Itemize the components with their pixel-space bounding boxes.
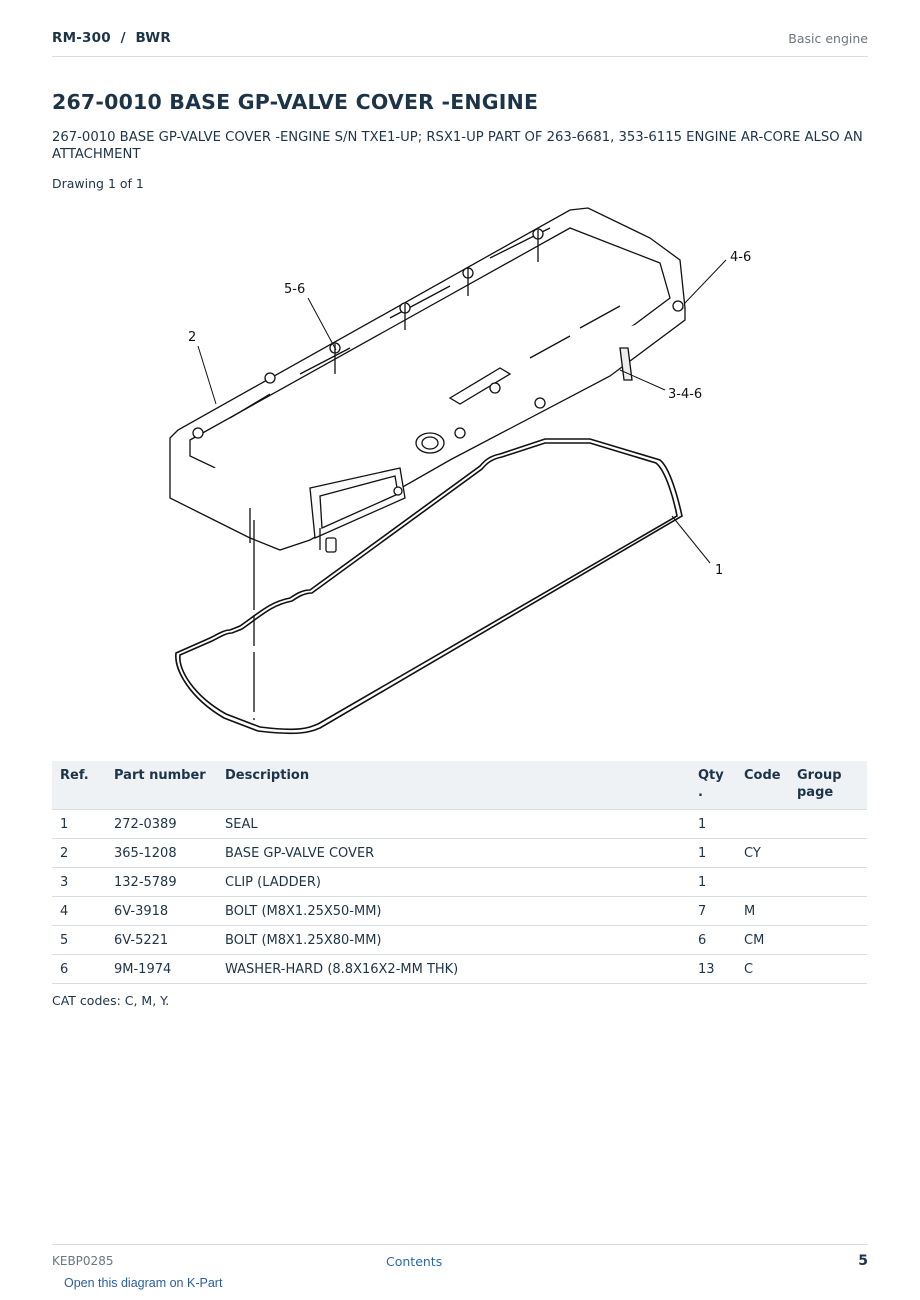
col-description: Description [217,761,690,810]
contents-link[interactable]: Contents [386,1254,443,1269]
row-part-number: 6V-5221 [106,926,217,955]
valve-cover-part [170,208,685,552]
row-qty: 1 [690,839,736,868]
row-group-page [789,955,867,984]
row-code [736,810,789,839]
table-row [52,810,867,839]
row-part-number: 9M-1974 [106,955,217,984]
row-part-number: 365-1208 [106,839,217,868]
row-ref: 5 [52,926,106,955]
row-code: CY [736,839,789,868]
document-id: KEBP0285 [52,1254,114,1268]
diagram-drawing [150,198,770,743]
page-header [52,28,868,57]
row-qty: 1 [690,810,736,839]
col-ref: Ref. [52,761,106,810]
row-qty: 13 [690,955,736,984]
row-ref: 6 [52,955,106,984]
row-part-number: 272-0389 [106,810,217,839]
row-ref: 3 [52,868,106,897]
page-number: 5 [858,1253,868,1269]
row-ref: 4 [52,897,106,926]
row-qty: 7 [690,897,736,926]
table-row [52,868,867,897]
row-part-number: 6V-3918 [106,897,217,926]
row-part-number: 132-5789 [106,868,217,897]
page-title: 267-0010 BASE GP-VALVE COVER -ENGINE [52,90,539,114]
row-code: C [736,955,789,984]
callout-1: 1 [715,563,724,578]
table-row [52,897,867,926]
model-label: RM-300 / BWR [52,30,171,46]
open-kpart-link[interactable]: Open this diagram on K-Part [64,1276,223,1290]
row-qty: 1 [690,868,736,897]
callout-5-6: 5-6 [284,282,306,297]
row-description: CLIP (LADDER) [217,868,690,897]
col-code: Code [736,761,789,810]
row-description: BOLT (M8X1.25X80-MM) [217,926,690,955]
table-row [52,839,867,868]
callout-2: 2 [188,330,197,345]
table-row [52,955,867,984]
parts-table [52,761,867,984]
section-label: Basic engine [788,31,868,46]
row-description: BOLT (M8X1.25X50-MM) [217,897,690,926]
row-code [736,868,789,897]
row-ref: 1 [52,810,106,839]
row-group-page [789,868,867,897]
row-code: M [736,897,789,926]
drawing-count: Drawing 1 of 1 [52,176,144,191]
page-subtitle: 267-0010 BASE GP-VALVE COVER -ENGINE S/N TXE1-UP; RSX1-UP PART OF 263-6681, 353-6115 ENGINE AR-CORE ALSO AN ATTACHMENT [52,130,863,162]
page-footer [52,1244,868,1275]
row-description: WASHER-HARD (8.8X16X2-MM THK) [217,955,690,984]
col-group-page: Group page [789,761,867,810]
row-qty: 6 [690,926,736,955]
row-description: SEAL [217,810,690,839]
parts-table-header [52,761,867,810]
exploded-parts-diagram [150,198,770,743]
cat-codes-note: CAT codes: C, M, Y. [52,993,170,1008]
row-group-page [789,897,867,926]
table-row [52,926,867,955]
callout-4-6: 4-6 [730,250,752,265]
col-qty: Qty . [690,761,736,810]
row-group-page [789,810,867,839]
row-group-page [789,926,867,955]
row-description: BASE GP-VALVE COVER [217,839,690,868]
row-code: CM [736,926,789,955]
callout-3-4-6: 3-4-6 [668,387,703,402]
row-ref: 2 [52,839,106,868]
row-group-page [789,839,867,868]
col-part-number: Part number [106,761,217,810]
